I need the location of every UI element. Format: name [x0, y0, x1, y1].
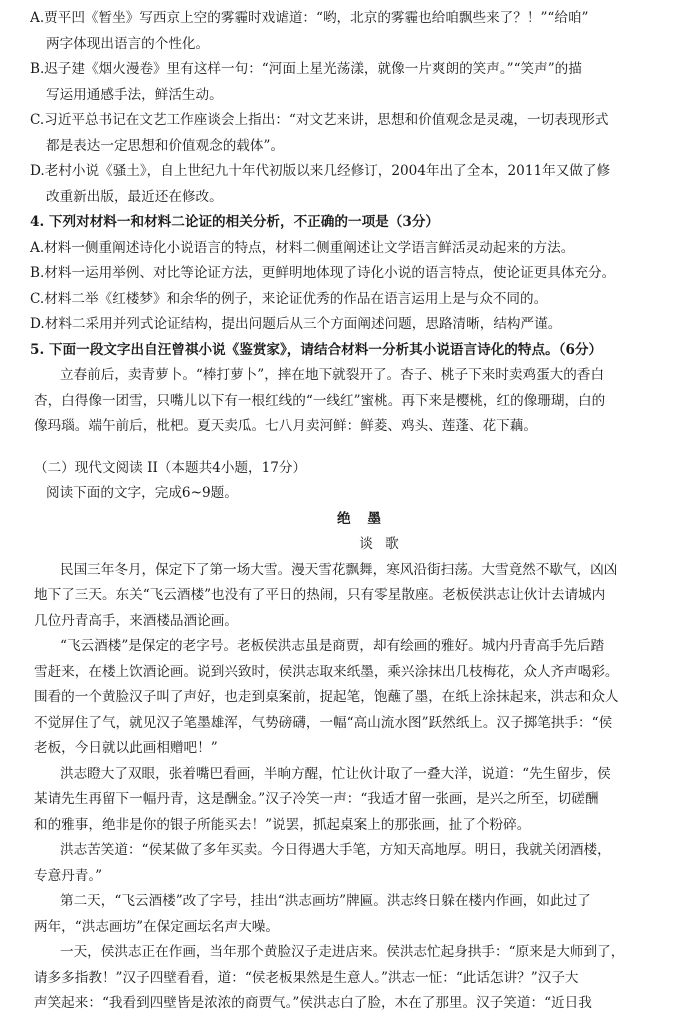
spacer: [0, 440, 692, 456]
q3-option-b-line1: B.迟子建《烟火漫卷》里有这样一句：“河面上星光荡漾，就像一片爽朗的笑声。”“笑声”的描: [30, 61, 582, 77]
story-p2-line2: 雪赶来，在楼上饮酒论画。说到兴致时，侯洪志取来纸墨，乘兴涂抹出几枝梅花，众人齐声喝彩。: [34, 663, 619, 680]
story-p5-line2: 两年，“洪志画坊”在保定画坛名声大噪。: [34, 918, 279, 935]
section-heading: （二）现代文阅读 II（本题共4小题，17分）: [34, 459, 307, 476]
q3-option-a-line2: 两字体现出语言的个性化。: [46, 35, 210, 52]
q5-excerpt-line2: 杏，白得像一团雪，只嘴儿以下有一根红线的“一线红”蜜桃。再下来是樱桃，红的像珊瑚，白的: [34, 392, 606, 409]
question-5: [0, 338, 692, 440]
story-p6-line3: 声笑起来：“我看到四壁皆是浓浓的商贾气。”侯洪志白了脸，木在了那里。汉子笑道：“近日我: [34, 995, 592, 1011]
story-p5-line1: 第二天，“飞云酒楼”改了字号，挂出“洪志画坊”牌匾。洪志终日躲在楼内作画，如此过了: [60, 893, 591, 909]
story-author: 谈 歌: [359, 536, 403, 552]
q3-option-b-line2: 写运用通感手法，鲜活生动。: [46, 86, 223, 103]
story-p1-line2: 地下了三天。东关“飞云酒楼”也没有了平日的热闹，只有零星散座。老板侯洪志让伙计去请城内: [34, 587, 606, 603]
story-p2-line1: “飞云酒楼”是保定的老字号。老板侯洪志虽是商贾，却有绘画的雅好。城内丹青高手先后踏: [60, 638, 605, 654]
q3-options: [0, 6, 692, 210]
section-2-header: [0, 456, 692, 558]
story-p2-line4: 不觉屏住了气，就见汉子笔墨雄浑，气势磅礴，一幅“高山流水图”跃然纸上。汉子掷笔拱手：“侯: [34, 714, 613, 731]
q4-option-c: C.材料二举《红楼梦》和余华的例子，来论证优秀的作品在语言运用上是与众不同的。: [30, 290, 548, 307]
story-p6-line1: 一天，侯洪志正在作画，当年那个黄脸汉子走进店来。侯洪志忙起身拱手：“原来是大师到了，: [60, 944, 625, 960]
story-body: [0, 558, 692, 1017]
story-p6-line2: 请多多指教！”汉子四壁看看，道：“侯老板果然是生意人。”洪志一怔：“此话怎讲？”汉子大: [34, 969, 579, 986]
story-title: 绝 墨: [337, 510, 387, 527]
q5-excerpt-line1: 立春前后，卖青萝卜。“棒打萝卜”，摔在地下就裂开了。杏子、桃子下来时卖鸡蛋大的香白: [60, 367, 605, 383]
story-p4-line2: 专意丹青。”: [34, 867, 103, 884]
q3-option-c-line1: C.习近平总书记在文艺工作座谈会上指出：“对文艺来讲，思想和价值观念是灵魂，一切表现形式: [30, 112, 609, 128]
story-p4-line1: 洪志苦笑道：“侯某做了多年买卖。今日得遇大手笔，方知天高地厚。明日，我就关闭酒楼，: [60, 842, 611, 858]
story-p2-line5: 老板，今日就以此画相赠吧！”: [34, 740, 218, 756]
q3-option-d-line1: D.老村小说《骚土》，自上世纪九十年代初版以来几经修订，2004年出了全本，2011年又做了修: [30, 163, 611, 179]
q3-option-d-line2: 改重新出版，最近还在修改。: [46, 188, 223, 205]
q5-stem: 5. 下面一段文字出自汪曾祺小说《鉴赏家》，请结合材料一分析其小说语言诗化的特点。（6分）: [30, 341, 603, 358]
story-p3-line3: 和的雅事，绝非是你的银子所能买去！”说罢，抓起桌案上的那张画，扯了个粉碎。: [34, 816, 531, 833]
story-p1-line1: 民国三年冬月，保定下了第一场大雪。漫天雪花飘舞，寒风沿街扫荡。大雪竟然不歇气，凶凶: [60, 561, 618, 578]
story-p2-line3: 围看的一个黄脸汉子叫了声好，也走到桌案前，捉起笔，饱蘸了墨，在纸上涂抹起来，洪志和众人: [34, 689, 619, 705]
q4-option-a: A.材料一侧重阐述诗化小说语言的特点，材料二侧重阐述让文学语言鲜活灵动起来的方法。: [30, 239, 575, 256]
q4-option-d: D.材料二采用并列式论证结构，提出问题后从三个方面阐述问题，思路清晰，结构严谨。: [30, 316, 562, 332]
story-p3-line1: 洪志瞪大了双眼，张着嘴巴看画，半晌方醒，忙让伙计取了一叠大洋，说道：“先生留步，侯: [60, 765, 611, 782]
story-p1-line3: 几位丹青高手，来酒楼品酒论画。: [34, 612, 238, 629]
q5-excerpt-line3: 像玛瑙。端午前后，枇杷。夏天卖瓜。七八月卖河鲜：鲜菱、鸡头、莲蓬、花下藕。: [34, 418, 537, 434]
q3-option-c-line2: 都是表达一定思想和价值观念的载体”。: [46, 137, 285, 154]
section-instruction: 阅读下面的文字，完成6~9题。: [46, 485, 238, 501]
q3-option-a-line1: A.贾平凹《暂坐》写西京上空的雾霾时戏谑道：“哟，北京的雾霾也给咱飘些来了？！”“给咱”: [30, 10, 589, 26]
story-p3-line2: 某请先生再留下一幅丹青，这是酬金。”汉子冷笑一声：“我适才留一张画，是兴之所至，切磋酬: [34, 791, 599, 807]
q4-stem: 4. 下列对材料一和材料二论证的相关分析，不正确的一项是（3分）: [30, 214, 440, 230]
q4-option-b: B.材料一运用举例、对比等论证方法，更鲜明地体现了诗化小说的语言特点，使论证更具体充分。: [30, 265, 616, 281]
question-4: [0, 210, 692, 338]
